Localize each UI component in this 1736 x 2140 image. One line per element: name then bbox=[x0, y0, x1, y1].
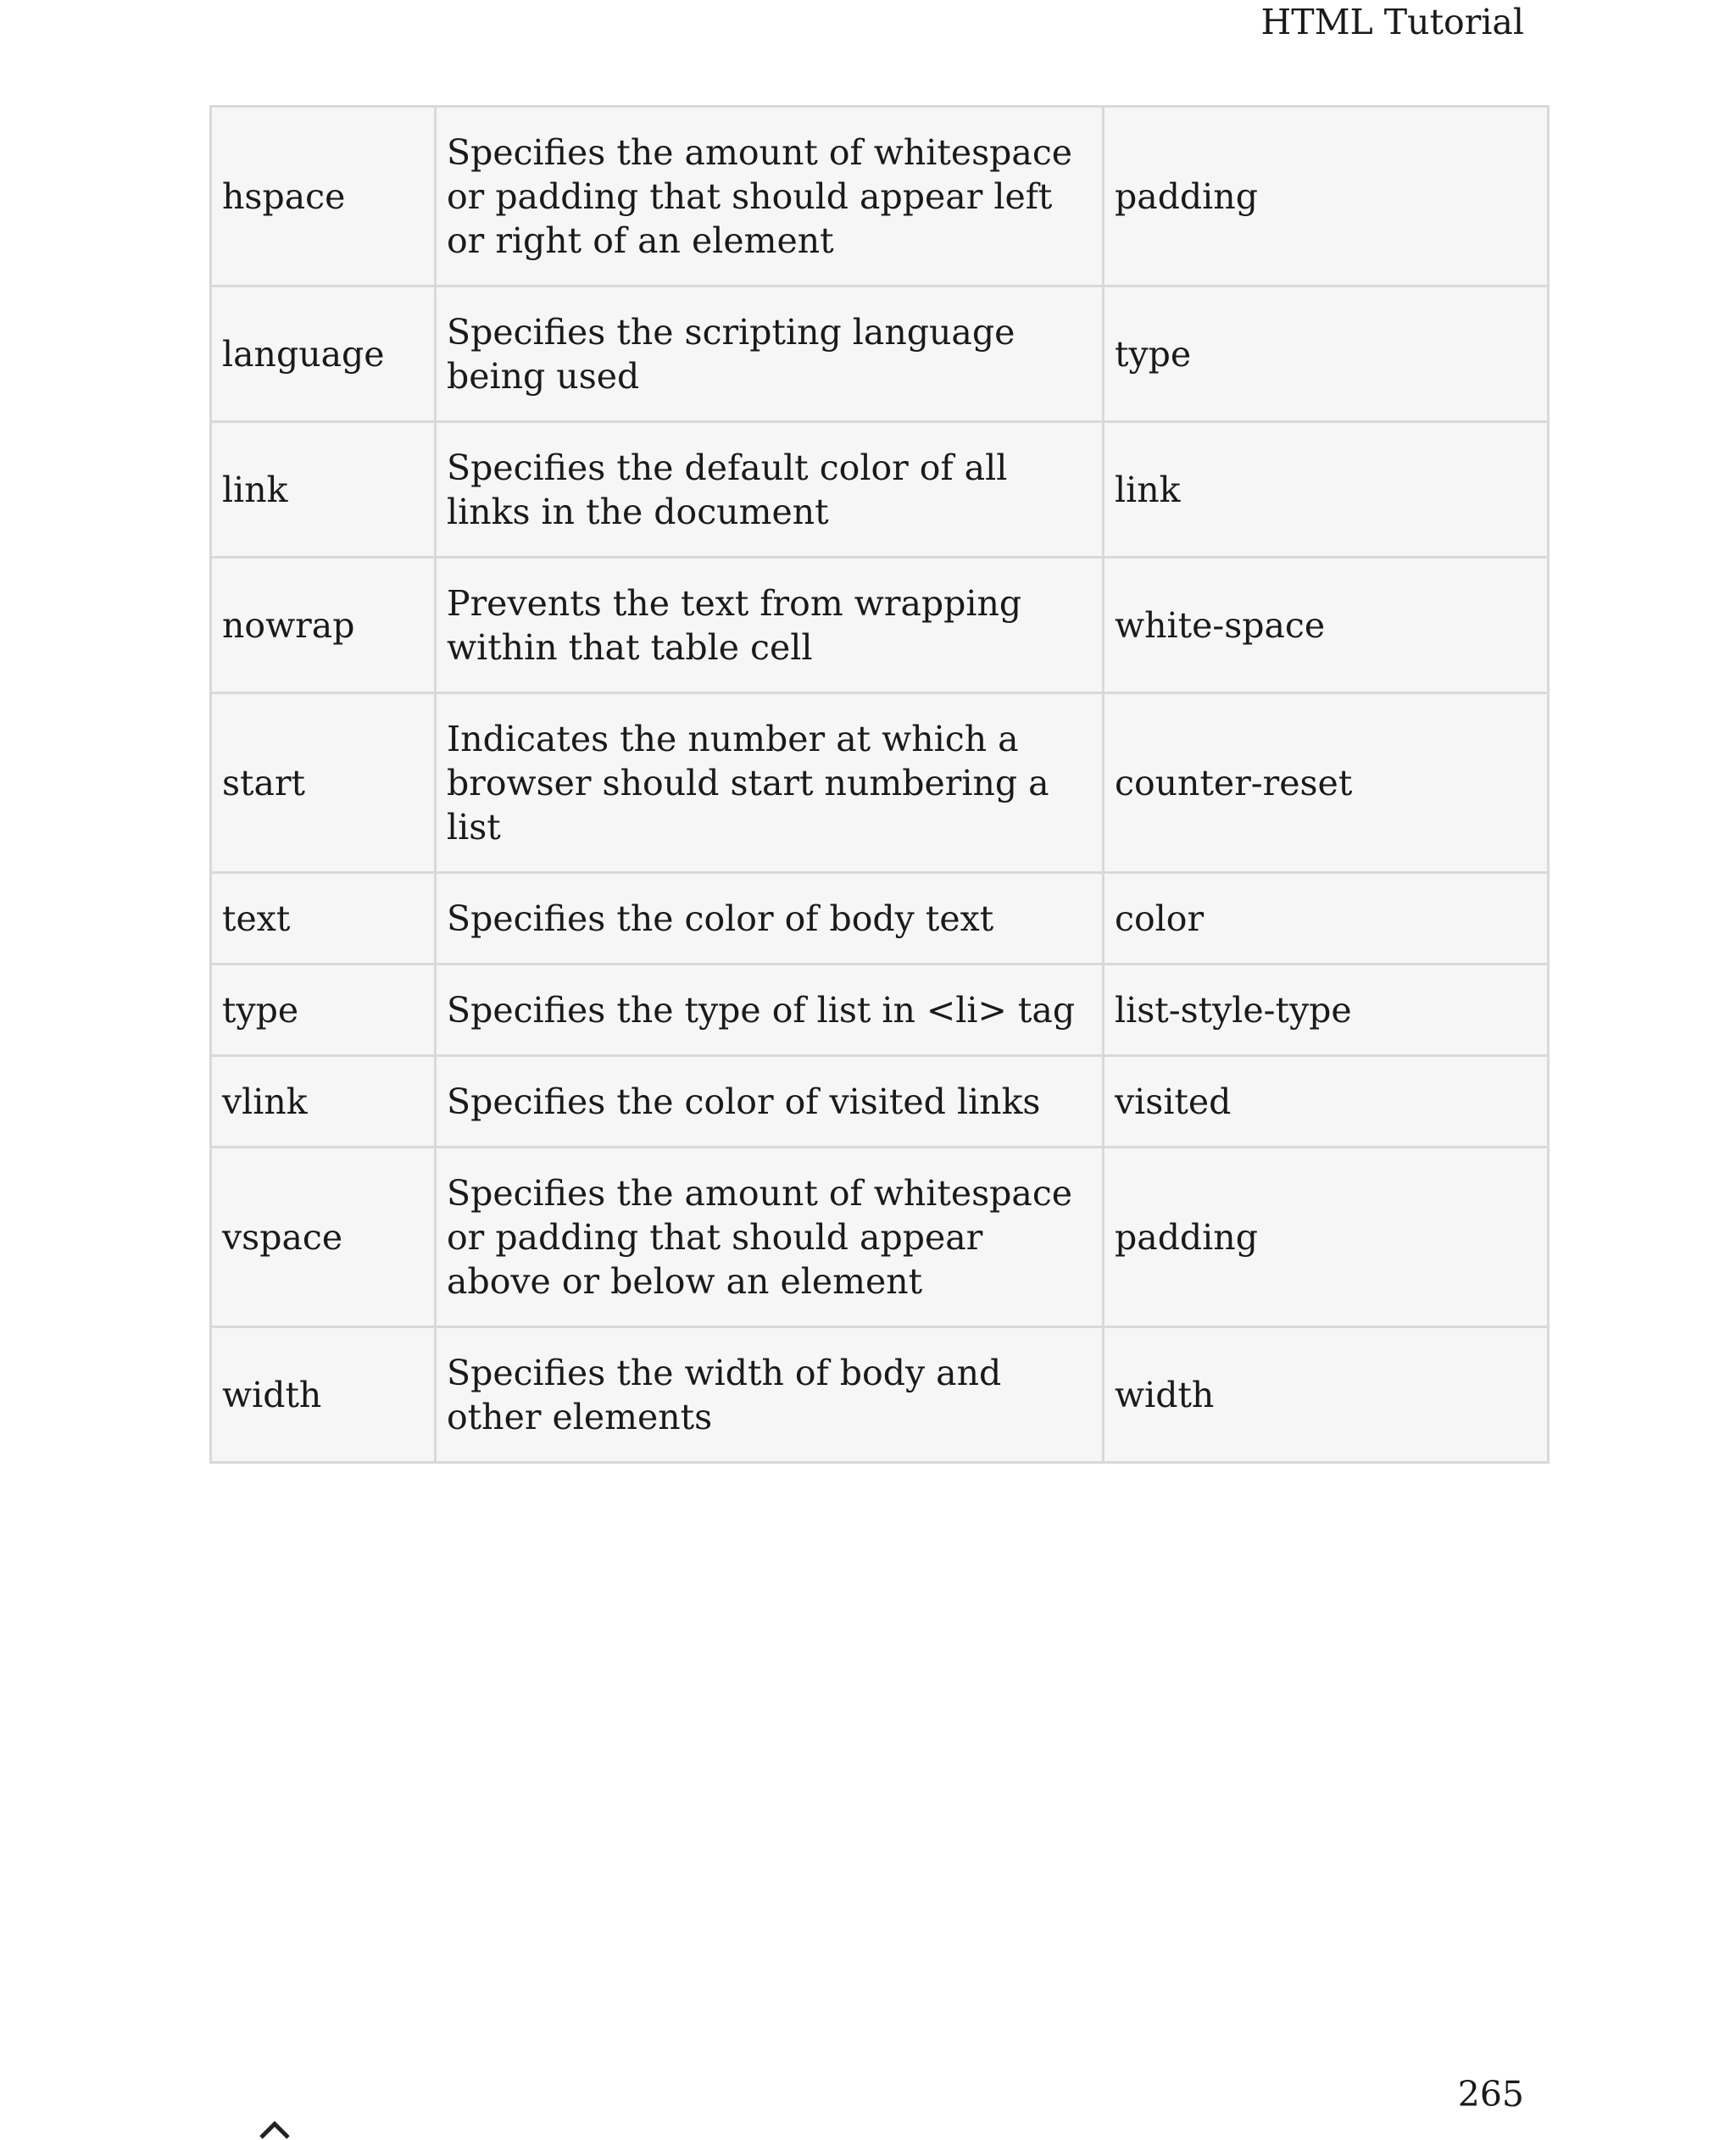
attribute-cell: type bbox=[211, 964, 436, 1056]
attribute-cell: language bbox=[211, 286, 436, 422]
css-equivalent-cell: color bbox=[1104, 873, 1549, 964]
table-row bbox=[211, 964, 1549, 1056]
attribute-cell: nowrap bbox=[211, 558, 436, 693]
css-equivalent-cell: type bbox=[1104, 286, 1549, 422]
attribute-cell: width bbox=[211, 1327, 436, 1463]
table-row bbox=[211, 286, 1549, 422]
description-cell: Prevents the text from wrapping within that table cell bbox=[436, 558, 1104, 693]
description-cell: Specifies the scripting language being used bbox=[436, 286, 1104, 422]
css-equivalent-cell: white-space bbox=[1104, 558, 1549, 693]
description-cell: Specifies the amount of whitespace or padding that should appear above or below an element bbox=[436, 1148, 1104, 1327]
css-equivalent-cell: padding bbox=[1104, 1148, 1549, 1327]
table-row bbox=[211, 873, 1549, 964]
running-header: HTML Tutorial bbox=[1260, 2, 1524, 42]
css-equivalent-cell: padding bbox=[1104, 107, 1549, 286]
attribute-cell: hspace bbox=[211, 107, 436, 286]
description-cell: Indicates the number at which a browser should start numbering a list bbox=[436, 693, 1104, 873]
description-cell: Specifies the default color of all links in the document bbox=[436, 422, 1104, 558]
table-row bbox=[211, 1056, 1549, 1148]
table-row bbox=[211, 107, 1549, 286]
table-row bbox=[211, 693, 1549, 873]
css-equivalent-cell: list-style-type bbox=[1104, 964, 1549, 1056]
attribute-cell: vlink bbox=[211, 1056, 436, 1148]
description-cell: Specifies the color of visited links bbox=[436, 1056, 1104, 1148]
attribute-cell: text bbox=[211, 873, 436, 964]
table-row bbox=[211, 1148, 1549, 1327]
table-row bbox=[211, 422, 1549, 558]
attribute-cell: vspace bbox=[211, 1148, 436, 1327]
css-equivalent-cell: counter-reset bbox=[1104, 693, 1549, 873]
chevron-up-icon[interactable] bbox=[258, 2119, 292, 2140]
description-cell: Specifies the type of list in <li> tag bbox=[436, 964, 1104, 1056]
attribute-cell: start bbox=[211, 693, 436, 873]
css-equivalent-cell: link bbox=[1104, 422, 1549, 558]
css-equivalent-cell: visited bbox=[1104, 1056, 1549, 1148]
css-equivalent-cell: width bbox=[1104, 1327, 1549, 1463]
description-cell: Specifies the width of body and other elements bbox=[436, 1327, 1104, 1463]
description-cell: Specifies the color of body text bbox=[436, 873, 1104, 964]
table-row bbox=[211, 558, 1549, 693]
deprecated-attributes-table bbox=[209, 105, 1550, 1464]
page-number: 265 bbox=[1457, 2074, 1524, 2115]
description-cell: Specifies the amount of whitespace or padding that should appear left or right of an element bbox=[436, 107, 1104, 286]
table-row bbox=[211, 1327, 1549, 1463]
attribute-cell: link bbox=[211, 422, 436, 558]
